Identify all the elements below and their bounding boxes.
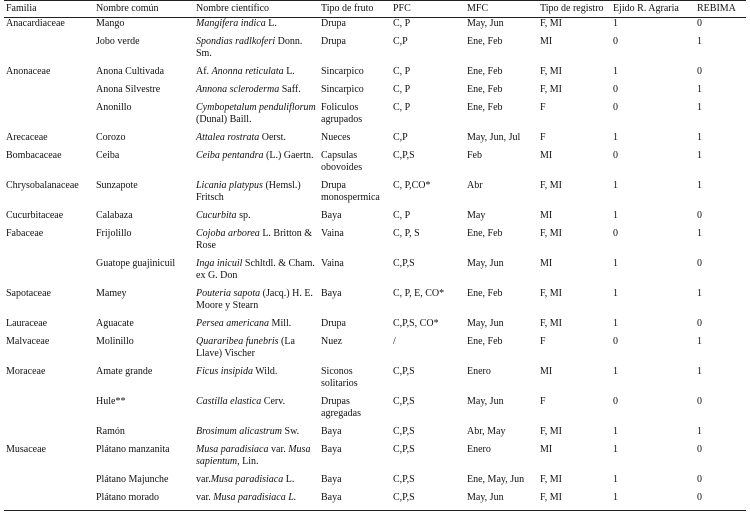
cell-rebima: 1 (697, 102, 702, 113)
cell-nombre-cientifico (194, 426, 319, 444)
cell-ejido: 0 (613, 228, 618, 239)
cell-tipo-registro: MI (540, 444, 553, 455)
sci-name-text: (La Llave) Vischer (196, 336, 295, 359)
cell-tipo-fruto: Nuez (321, 336, 343, 347)
sci-name-italic: Attalea rostrata (196, 132, 260, 143)
header-tipo-registro: Tipo de registro (538, 1, 611, 18)
header-row (4, 1, 746, 18)
cell-nombre-cientifico (194, 474, 319, 492)
sci-name-text: var. (196, 474, 211, 485)
sci-name-italic: Licania platypus (196, 180, 263, 191)
cell-familia (4, 396, 94, 426)
cell-ejido: 1 (613, 444, 618, 455)
cell-mfc: Abr (467, 180, 483, 191)
cell-rebima: 0 (697, 396, 702, 407)
cell-rebima: 0 (697, 18, 702, 29)
cell-nombre-comun: Calabaza (96, 210, 133, 221)
cell-mfc: May (467, 210, 486, 221)
cell-tipo-registro: F, MI (540, 474, 562, 485)
cell-ejido: 1 (613, 288, 618, 299)
cell-nombre-cientifico (194, 18, 319, 37)
cell-nombre-comun: Corozo (96, 132, 126, 143)
table-row (4, 288, 746, 318)
cell-tipo-fruto: Baya (321, 474, 342, 485)
table-header (4, 1, 746, 18)
sci-name-italic: Pouteria sapota (196, 288, 261, 299)
cell-tipo-registro: F, MI (540, 180, 562, 191)
table-row (4, 180, 746, 210)
cell-rebima: 0 (697, 444, 702, 455)
cell-ejido: 0 (613, 102, 618, 113)
cell-familia: Fabaceae (6, 228, 44, 239)
cell-familia: Arecaceae (6, 132, 48, 143)
cell-rebima: 1 (697, 288, 702, 299)
cell-tipo-fruto: Baya (321, 426, 342, 437)
cell-familia: Musaceae (6, 444, 46, 455)
cell-familia: Anacardiaceae (6, 18, 65, 29)
cell-pfc: C, P (393, 66, 411, 77)
cell-rebima: 0 (697, 210, 702, 221)
cell-tipo-fruto: Baya (321, 288, 342, 299)
sci-name-text: Oerst. (259, 132, 286, 143)
cell-pfc: C,P,S (393, 444, 415, 455)
cell-nombre-cientifico (194, 150, 319, 180)
cell-nombre-cientifico (194, 366, 319, 396)
sci-name-italic: Musa paradisiaca (196, 444, 269, 455)
table-body (4, 18, 746, 511)
cell-familia: Cucurbitaceae (6, 210, 64, 221)
sci-name-text: var. (268, 444, 289, 455)
cell-mfc: Ene, Feb (467, 66, 503, 77)
sci-name-italic: Quararibea funebris (196, 336, 279, 347)
cell-nombre-cientifico (194, 66, 319, 84)
cell-ejido: 1 (613, 258, 618, 269)
cell-rebima: 1 (697, 36, 702, 47)
cell-tipo-registro: F, MI (540, 66, 562, 77)
cell-rebima: 0 (697, 474, 702, 485)
cell-tipo-fruto: Drupas agregadas (321, 396, 361, 419)
cell-mfc: Enero (467, 444, 491, 455)
cell-pfc: C, P (393, 84, 411, 95)
cell-tipo-fruto: Siconos solitarios (321, 366, 358, 389)
sci-name-italic: Cojoba arborea (196, 228, 260, 239)
cell-pfc: C,P,S (393, 366, 415, 377)
table-row (4, 258, 746, 288)
cell-familia: Anonaceae (6, 66, 51, 77)
cell-nombre-cientifico (194, 36, 319, 66)
cell-pfc: C,P (393, 132, 408, 143)
sci-name-italic: Ceiba pentandra (196, 150, 264, 161)
header-nombre-cientifico: Nombre científico (194, 1, 319, 18)
cell-tipo-registro: F, MI (538, 492, 611, 511)
header-rebima: REBIMA (695, 1, 746, 18)
cell-nombre-cientifico (194, 132, 319, 150)
table-row (4, 36, 746, 66)
cell-familia: Moraceae (6, 366, 46, 377)
cell-ejido: 1 (613, 426, 618, 437)
cell-familia (4, 474, 94, 492)
sci-name-italic: Cucurbita (196, 210, 237, 221)
sci-name-italic: Castilla elastica (196, 396, 262, 407)
cell-ejido: 1 (613, 474, 618, 485)
cell-mfc: Ene, Feb (467, 84, 503, 95)
cell-familia (4, 84, 94, 102)
cell-tipo-registro: F (540, 396, 546, 407)
cell-tipo-fruto: Drupa (321, 318, 346, 329)
cell-rebima: 1 (697, 150, 702, 161)
cell-familia (4, 102, 94, 132)
cell-familia (4, 36, 94, 66)
cell-pfc: C, P, E, CO* (393, 288, 445, 299)
cell-nombre-cientifico (194, 444, 319, 474)
table-row (4, 102, 746, 132)
cell-tipo-fruto: Vaina (321, 258, 344, 269)
table-row (4, 132, 746, 150)
cell-nombre-comun: Ceiba (96, 150, 120, 161)
table-row (4, 84, 746, 102)
cell-nombre-cientifico (194, 492, 319, 511)
cell-familia: Bombacaceae (6, 150, 62, 161)
sci-name-italic: Annona scleroderma (196, 84, 280, 95)
cell-tipo-registro: F, MI (540, 84, 562, 95)
cell-nombre-cientifico (194, 336, 319, 366)
sci-name-text: (Dunal) Baill. (196, 114, 252, 125)
cell-familia: Chrysobalanaceae (6, 180, 79, 191)
cell-tipo-fruto: Capsulas obovoides (321, 150, 363, 173)
cell-tipo-registro: F, MI (540, 318, 562, 329)
cell-mfc: Ene, Feb (467, 288, 503, 299)
table-row (4, 336, 746, 366)
cell-nombre-cientifico (194, 84, 319, 102)
cell-pfc: C, P, S (393, 228, 420, 239)
cell-nombre-comun: Mango (96, 18, 125, 29)
cell-familia: Lauraceae (6, 318, 48, 329)
cell-nombre-comun: Plátano manzanita (96, 444, 170, 455)
cell-nombre-comun: Plátano Majunche (96, 474, 169, 485)
cell-mfc: Ene, May, Jun (467, 474, 525, 485)
cell-familia (4, 492, 94, 511)
cell-tipo-registro: MI (540, 36, 553, 47)
sci-name-text: L. (265, 18, 277, 29)
cell-mfc: Ene, Feb (467, 336, 503, 347)
cell-ejido: 1 (613, 210, 618, 221)
cell-familia: Malvaceae (6, 336, 50, 347)
cell-familia: Sapotaceae (6, 288, 51, 299)
sci-name-text: (Hemsl.) Fritsch (196, 180, 301, 203)
cell-mfc: May, Jun (467, 318, 504, 329)
cell-tipo-registro: MI (540, 210, 553, 221)
cell-pfc: C,P,S (393, 474, 415, 485)
sci-name-text: L. Britton & Rose (196, 228, 313, 251)
cell-tipo-registro: F (540, 102, 546, 113)
cell-tipo-fruto: Sincarpico (321, 66, 364, 77)
cell-nombre-cientifico (194, 318, 319, 336)
cell-pfc: C,P,S (393, 396, 415, 407)
cell-ejido: 1 (613, 132, 618, 143)
cell-tipo-registro: F, MI (540, 288, 562, 299)
cell-tipo-fruto: Baya (319, 492, 391, 511)
cell-tipo-registro: MI (540, 366, 553, 377)
cell-rebima: 1 (697, 180, 702, 191)
sci-name-italic: Musa paradisiaca L. (213, 492, 297, 503)
cell-familia (4, 426, 94, 444)
sci-name-italic: Anonna reticulata (211, 66, 284, 77)
cell-tipo-registro: F (540, 336, 546, 347)
cell-pfc: C,P,S (393, 426, 415, 437)
table-row (4, 474, 746, 492)
sci-name-italic: Mangifera indica (196, 18, 266, 29)
cell-ejido: 1 (613, 366, 618, 377)
cell-tipo-registro: MI (540, 150, 553, 161)
cell-mfc: Enero (467, 366, 491, 377)
cell-ejido: 1 (613, 318, 618, 329)
cell-tipo-registro: F, MI (540, 18, 562, 29)
cell-pfc: C, P (393, 18, 411, 29)
cell-nombre-cientifico (194, 210, 319, 228)
cell-ejido: 1 (613, 18, 618, 29)
cell-nombre-comun: Guatope guajinicuil (96, 258, 176, 269)
cell-rebima: 0 (695, 492, 746, 511)
sci-name-text: Donn. Sm. (196, 36, 303, 59)
cell-mfc: Ene, Feb (467, 36, 503, 47)
table-row (4, 318, 746, 336)
cell-nombre-comun: Plátano morado (94, 492, 194, 511)
table-row (4, 426, 746, 444)
cell-tipo-registro: F (540, 132, 546, 143)
cell-nombre-comun: Mamey (96, 288, 127, 299)
table-row (4, 366, 746, 396)
sci-name-text: Mill. (269, 318, 292, 329)
sci-name-text: Saff. (279, 84, 301, 95)
cell-familia (4, 258, 94, 288)
cell-nombre-cientifico (194, 288, 319, 318)
cell-pfc: C,P,S (391, 492, 465, 511)
header-nombre-comun: Nombre común (94, 1, 194, 18)
cell-nombre-comun: Anonillo (96, 102, 132, 113)
cell-nombre-cientifico (194, 396, 319, 426)
sci-name-text: Schltdl. & Cham. ex G. Don (196, 258, 315, 281)
table-row (4, 444, 746, 474)
cell-ejido: 0 (613, 336, 618, 347)
cell-tipo-fruto: Baya (321, 444, 342, 455)
sci-name-italic: Persea americana (196, 318, 270, 329)
cell-nombre-comun: Jobo verde (96, 36, 140, 47)
cell-pfc: C, P,CO* (393, 180, 431, 191)
cell-nombre-comun: Amate grande (96, 366, 153, 377)
cell-mfc: May, Jun (467, 18, 504, 29)
fruit-species-table (4, 0, 746, 511)
cell-rebima: 1 (697, 132, 702, 143)
cell-ejido: 0 (613, 84, 618, 95)
cell-tipo-fruto: Foliculos agrupados (321, 102, 363, 125)
cell-nombre-cientifico (194, 258, 319, 288)
cell-pfc: C,P,S, CO* (393, 318, 439, 329)
cell-nombre-comun: Ramón (96, 426, 125, 437)
cell-ejido: 0 (613, 150, 618, 161)
sci-name-italic: Musa sapientum (196, 444, 311, 467)
cell-tipo-fruto: Nueces (321, 132, 351, 143)
cell-nombre-comun: Anona Cultivada (96, 66, 165, 77)
cell-ejido: 0 (613, 396, 618, 407)
sci-name-text: var. (196, 492, 214, 503)
sci-name-italic: Musa paradisiaca (210, 474, 284, 485)
cell-pfc: C, P (393, 102, 411, 113)
sci-name-text: (Jacq.) H. E. Moore y Stearn (196, 288, 313, 311)
sci-name-italic: Spondias radlkoferi (196, 36, 276, 47)
cell-tipo-fruto: Baya (321, 210, 342, 221)
header-ejido: Ejido R. Agraria (611, 1, 695, 18)
table-row (4, 150, 746, 180)
sci-name-italic: Inga inicuil (196, 258, 243, 269)
cell-mfc: Ene, Feb (467, 102, 503, 113)
sci-name-text: L. (283, 66, 295, 77)
sci-name-text: Wild. (252, 366, 278, 377)
sci-name-text: (L.) Gaertn. (263, 150, 314, 161)
cell-nombre-comun: Molinillo (96, 336, 134, 347)
cell-mfc: May, Jun (465, 492, 538, 511)
cell-rebima: 0 (697, 66, 702, 77)
cell-rebima: 1 (697, 336, 702, 347)
cell-ejido: 1 (611, 492, 695, 511)
header-mfc: MFC (465, 1, 538, 18)
table-row (4, 228, 746, 258)
sci-name-italic: Cymbopetalum penduliflorum (196, 102, 316, 113)
cell-pfc: C,P,S (393, 150, 415, 161)
table-row (4, 210, 746, 228)
sci-name-italic: Ficus insipida (196, 366, 253, 377)
cell-tipo-fruto: Vaina (321, 228, 344, 239)
cell-tipo-registro: F, MI (540, 426, 562, 437)
table-row (4, 492, 746, 511)
cell-mfc: May, Jun, Jul (467, 132, 521, 143)
sci-name-text: L. (283, 474, 295, 485)
sci-name-text: , Lin. (237, 456, 259, 467)
cell-nombre-cientifico (194, 228, 319, 258)
cell-nombre-comun: Frijolillo (96, 228, 132, 239)
cell-rebima: 1 (697, 84, 702, 95)
sci-name-text: Cerv. (261, 396, 286, 407)
cell-mfc: Ene, Feb (467, 228, 503, 239)
cell-rebima: 1 (697, 228, 702, 239)
cell-nombre-comun: Anona Silvestre (96, 84, 161, 95)
sci-name-italic: Brosimum alicastrum (196, 426, 283, 437)
cell-tipo-fruto: Drupa (321, 36, 346, 47)
cell-rebima: 1 (697, 426, 702, 437)
cell-ejido: 0 (613, 36, 618, 47)
header-tipo-fruto: Tipo de fruto (319, 1, 391, 18)
cell-rebima: 0 (697, 258, 702, 269)
cell-mfc: May, Jun (467, 258, 504, 269)
table-row (4, 66, 746, 84)
cell-tipo-registro: F, MI (540, 228, 562, 239)
header-pfc: PFC (391, 1, 465, 18)
table-row (4, 18, 746, 37)
cell-tipo-fruto: Drupa monospermica (321, 180, 380, 203)
cell-nombre-comun: Aguacate (96, 318, 134, 329)
cell-rebima: 1 (697, 366, 702, 377)
cell-nombre-cientifico (194, 102, 319, 132)
cell-nombre-comun: Sunzapote (96, 180, 138, 191)
cell-pfc: C, P (393, 210, 411, 221)
sci-name-text: Sw. (282, 426, 300, 437)
cell-ejido: 1 (613, 66, 618, 77)
cell-mfc: May, Jun (467, 396, 504, 407)
cell-tipo-fruto: Sincarpico (321, 84, 364, 95)
cell-mfc: Abr, May (467, 426, 506, 437)
header-familia: Familia (4, 1, 94, 18)
sci-name-text: Af. (196, 66, 212, 77)
cell-tipo-registro: MI (540, 258, 553, 269)
cell-pfc: / (393, 336, 396, 347)
cell-nombre-comun: Hule** (96, 396, 126, 407)
cell-ejido: 1 (613, 180, 618, 191)
cell-pfc: C,P (393, 36, 408, 47)
cell-mfc: Feb (467, 150, 482, 161)
sci-name-text: sp. (236, 210, 251, 221)
cell-tipo-fruto: Drupa (321, 18, 346, 29)
cell-rebima: 0 (697, 318, 702, 329)
cell-pfc: C,P,S (393, 258, 415, 269)
table-row (4, 396, 746, 426)
cell-nombre-cientifico (194, 180, 319, 210)
